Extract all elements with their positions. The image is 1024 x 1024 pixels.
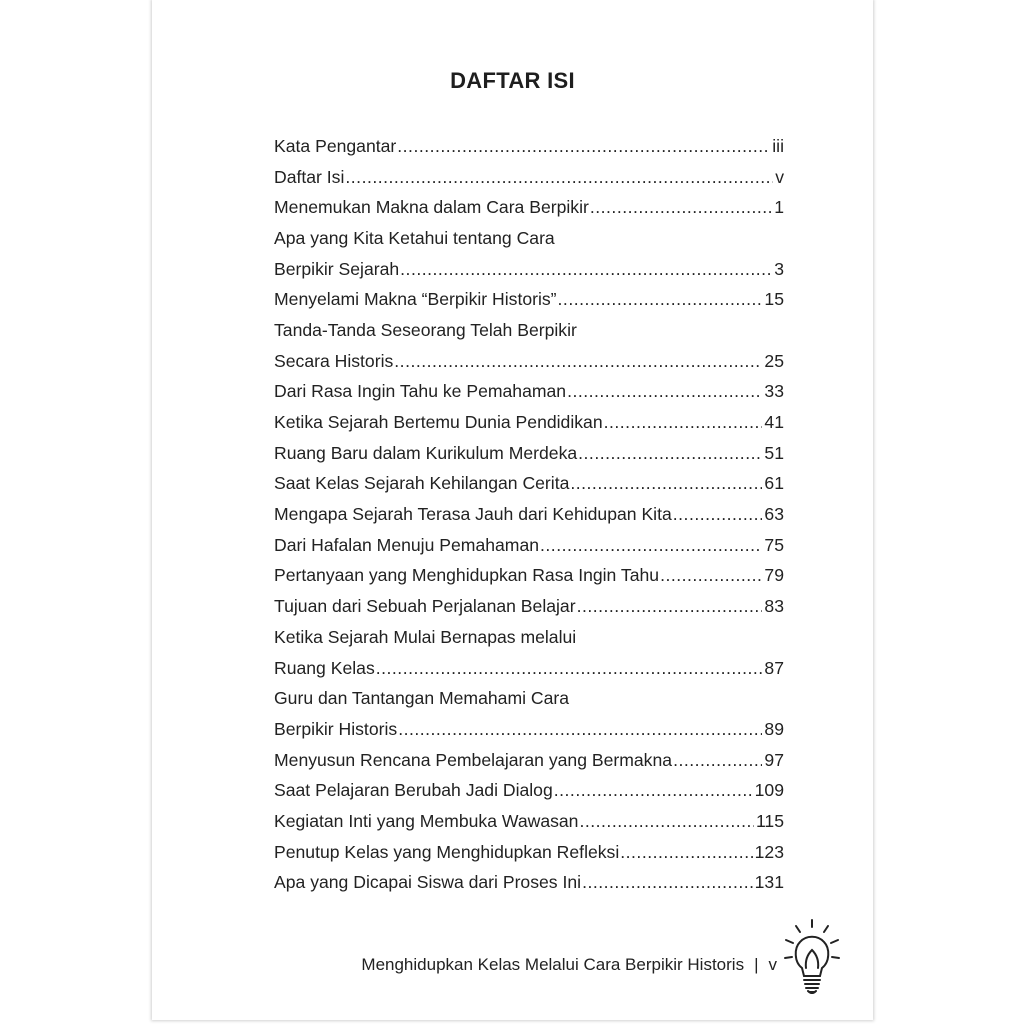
footer-separator: | bbox=[754, 955, 759, 974]
toc-page-number: 33 bbox=[764, 381, 784, 402]
toc-entry-title: Saat Pelajaran Berubah Jadi Dialog bbox=[274, 780, 553, 801]
toc-entry-title: Ketika Sejarah Bertemu Dunia Pendidikan bbox=[274, 412, 603, 433]
toc-page-number: iii bbox=[772, 135, 784, 156]
toc-page-number: 25 bbox=[764, 350, 784, 371]
toc-dot-leader bbox=[570, 473, 762, 494]
toc-page-number: 79 bbox=[764, 565, 784, 586]
toc-dot-leader bbox=[673, 750, 762, 771]
toc-entry bbox=[274, 499, 784, 530]
toc-dot-leader bbox=[673, 504, 763, 525]
toc-entry-title: Berpikir Historis bbox=[274, 718, 398, 739]
toc-page-number: 131 bbox=[754, 872, 784, 893]
toc-entry bbox=[274, 223, 784, 254]
toc-entry bbox=[274, 469, 784, 500]
toc-entry-title: Ruang Kelas bbox=[274, 657, 375, 678]
toc-entry-title: Saat Kelas Sejarah Kehilangan Cerita bbox=[274, 473, 570, 494]
toc-entry-title: Dari Rasa Ingin Tahu ke Pemahaman bbox=[274, 381, 567, 402]
toc-page-number: 15 bbox=[764, 289, 784, 310]
toc-page-number: 115 bbox=[755, 810, 784, 831]
toc-entry-title: Tanda-Tanda Seseorang Telah Berpikir bbox=[274, 319, 577, 340]
lightbulb-icon bbox=[782, 918, 842, 996]
toc-page-number: 61 bbox=[764, 473, 784, 494]
toc-dot-leader bbox=[398, 719, 762, 740]
toc-page-number: 123 bbox=[754, 841, 784, 862]
toc-entry bbox=[274, 162, 784, 193]
toc-dot-leader bbox=[582, 872, 753, 893]
toc-entry-title: Penutup Kelas yang Menghidupkan Refleksi bbox=[274, 841, 620, 862]
toc-entry bbox=[274, 745, 784, 776]
toc-page-number: 51 bbox=[764, 442, 784, 463]
toc-dot-leader bbox=[394, 351, 762, 372]
toc-page-number: 89 bbox=[764, 718, 784, 739]
toc-dot-leader bbox=[567, 381, 762, 402]
toc-entry bbox=[274, 775, 784, 806]
toc-entry bbox=[274, 561, 784, 592]
toc-entry-title: Berpikir Sejarah bbox=[274, 258, 400, 279]
footer-book-title: Menghidupkan Kelas Melalui Cara Berpikir Historis bbox=[361, 955, 745, 974]
toc-page-number: 1 bbox=[774, 197, 784, 218]
toc-dot-leader bbox=[558, 289, 763, 310]
toc-dot-leader bbox=[376, 658, 763, 679]
toc-entry-title: Daftar Isi bbox=[274, 166, 345, 187]
toc-dot-leader bbox=[590, 197, 772, 218]
toc-dot-leader bbox=[345, 167, 773, 188]
toc-entry bbox=[274, 837, 784, 868]
toc-entry bbox=[274, 438, 784, 469]
toc-entry-title: Mengapa Sejarah Terasa Jauh dari Kehidupan Kita bbox=[274, 504, 672, 525]
toc-page-number: 63 bbox=[764, 504, 784, 525]
toc-entry bbox=[274, 407, 784, 438]
book-page bbox=[152, 0, 873, 1020]
toc-entry bbox=[274, 254, 784, 285]
toc-entry-title: Ketika Sejarah Mulai Bernapas melalui bbox=[274, 626, 577, 647]
toc-entry-title: Kata Pengantar bbox=[274, 135, 397, 156]
toc-entry-title: Secara Historis bbox=[274, 350, 394, 371]
toc-page-number: 97 bbox=[764, 749, 784, 770]
toc-entry bbox=[274, 714, 784, 745]
toc-dot-leader bbox=[620, 842, 752, 863]
toc-entry-title: Menemukan Makna dalam Cara Berpikir bbox=[274, 197, 589, 218]
toc-dot-leader bbox=[540, 535, 762, 556]
toc-dot-leader bbox=[660, 565, 762, 586]
toc-page-number: 109 bbox=[754, 780, 784, 801]
toc-dot-leader bbox=[579, 811, 753, 832]
toc-entry bbox=[274, 622, 784, 653]
toc-entry bbox=[274, 377, 784, 408]
toc-entry bbox=[274, 653, 784, 684]
toc-entry-title: Ruang Baru dalam Kurikulum Merdeka bbox=[274, 442, 578, 463]
toc-entry-title: Apa yang Kita Ketahui tentang Cara bbox=[274, 227, 555, 248]
toc-entry bbox=[274, 530, 784, 561]
toc-dot-leader bbox=[397, 136, 770, 157]
toc-entry bbox=[274, 346, 784, 377]
toc-page-number: 87 bbox=[764, 657, 784, 678]
table-of-contents bbox=[274, 131, 784, 898]
toc-entry-title: Guru dan Tantangan Memahami Cara bbox=[274, 688, 570, 709]
toc-entry bbox=[274, 192, 784, 223]
toc-page-number: 83 bbox=[764, 596, 784, 617]
toc-dot-leader bbox=[400, 259, 772, 280]
toc-entry bbox=[274, 806, 784, 837]
toc-entry-title: Apa yang Dicapai Siswa dari Proses Ini bbox=[274, 872, 582, 893]
toc-entry bbox=[274, 683, 784, 714]
toc-entry bbox=[274, 315, 784, 346]
page-title: DAFTAR ISI bbox=[450, 68, 575, 93]
toc-entry-title: Menyelami Makna “Berpikir Historis” bbox=[274, 289, 557, 310]
toc-page-number: 3 bbox=[774, 258, 784, 279]
running-footer bbox=[361, 955, 777, 975]
toc-page-number: v bbox=[775, 166, 784, 187]
toc-page-number: 75 bbox=[764, 534, 784, 555]
toc-entry-title: Dari Hafalan Menuju Pemahaman bbox=[274, 534, 540, 555]
toc-entry-title: Kegiatan Inti yang Membuka Wawasan bbox=[274, 810, 579, 831]
toc-entry bbox=[274, 591, 784, 622]
toc-dot-leader bbox=[554, 780, 753, 801]
toc-dot-leader bbox=[577, 596, 763, 617]
toc-entry bbox=[274, 131, 784, 162]
toc-entry bbox=[274, 284, 784, 315]
toc-entry-title: Tujuan dari Sebuah Perjalanan Belajar bbox=[274, 596, 576, 617]
toc-entry-title: Menyusun Rencana Pembelajaran yang Bermakna bbox=[274, 749, 673, 770]
toc-page-number: 41 bbox=[764, 412, 784, 433]
toc-entry bbox=[274, 868, 784, 899]
footer-page-number: v bbox=[768, 955, 777, 974]
toc-entry-title: Pertanyaan yang Menghidupkan Rasa Ingin Tahu bbox=[274, 565, 660, 586]
toc-dot-leader bbox=[578, 443, 762, 464]
toc-dot-leader bbox=[604, 412, 763, 433]
